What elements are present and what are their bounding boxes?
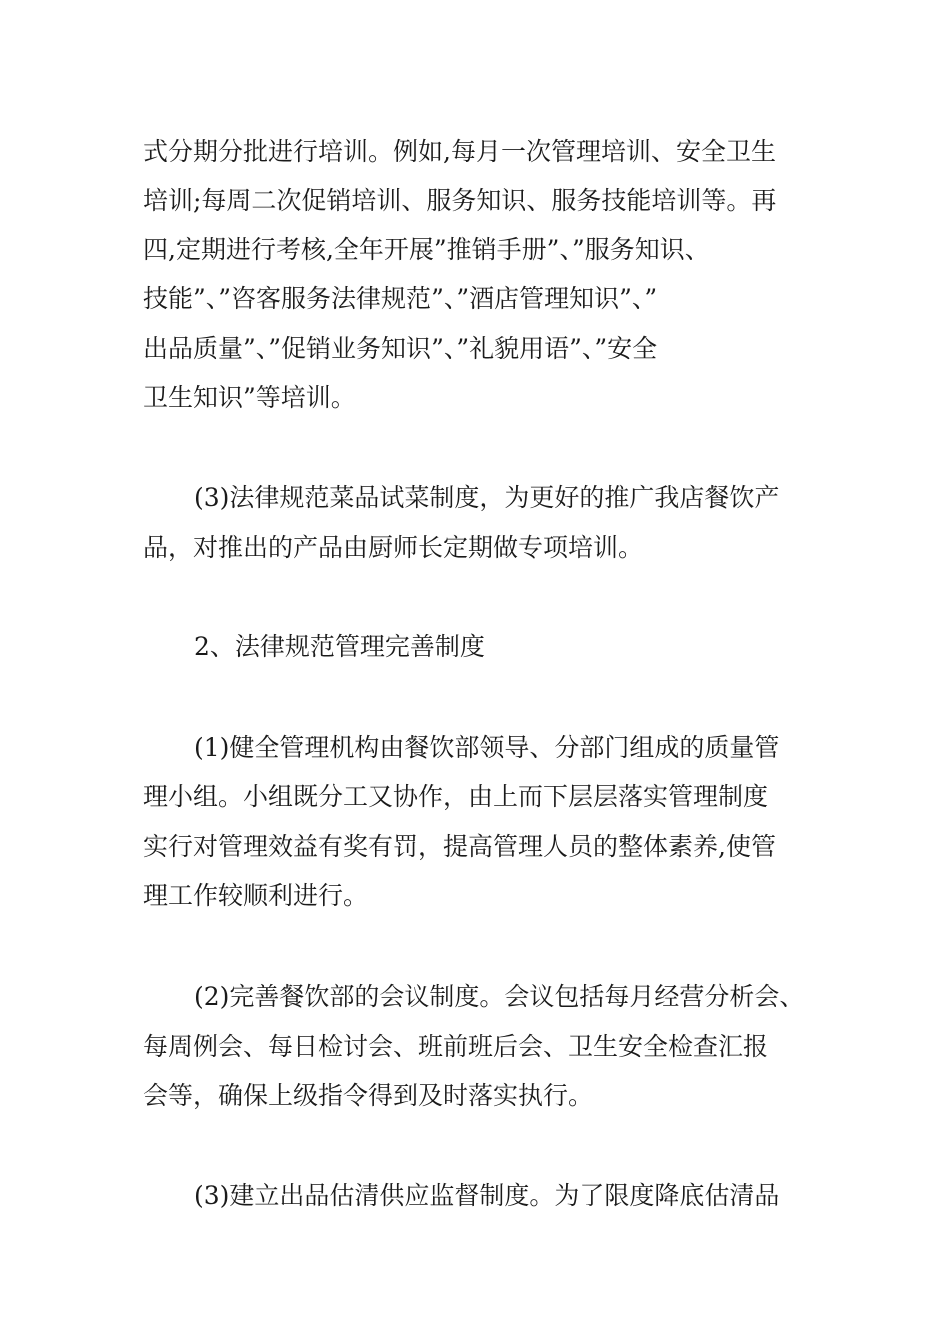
- text-line: 出品质量”、”促销业务知识”、”礼貌用语”、”安全: [143, 334, 658, 363]
- section-heading: 2、法律规范管理完善制度: [194, 632, 485, 661]
- text-line: 会等，确保上级指令得到及时落实执行。: [143, 1081, 594, 1110]
- text-line: 理工作较顺利进行。: [143, 881, 369, 910]
- text-line: 卫生知识”等培训。: [143, 383, 356, 412]
- text-line: (3)建立出品估清供应监督制度。为了限度降底估清品: [194, 1181, 780, 1210]
- text-line: (2)完善餐饮部的会议制度。会议包括每月经营分析会、: [194, 982, 805, 1011]
- text-line: 实行对管理效益有奖有罚，提高管理人员的整体素养,使管: [143, 832, 776, 861]
- text-line: (1)健全管理机构由餐饮部领导、分部门组成的质量管: [194, 733, 780, 762]
- text-line: 理小组。小组既分工又协作，由上而下层层落实管理制度: [143, 782, 769, 811]
- text-line: 式分期分批进行培训。例如,每月一次管理培训、安全卫生: [143, 137, 776, 166]
- text-line: 品，对推出的产品由厨师长定期做专项培训。: [143, 533, 644, 562]
- text-line: 每周例会、每日检讨会、班前班后会、卫生安全检查汇报: [143, 1032, 769, 1061]
- text-line: 技能”、”咨客服务法律规范”、”酒店管理知识”、”: [143, 284, 658, 313]
- text-line: 培训;每周二次促销培训、服务知识、服务技能培训等。再: [143, 186, 777, 215]
- text-line: (3)法律规范菜品试菜制度，为更好的推广我店餐饮产: [194, 483, 780, 512]
- text-line: 四,定期进行考核,全年开展”推销手册”、”服务知识、: [143, 235, 710, 264]
